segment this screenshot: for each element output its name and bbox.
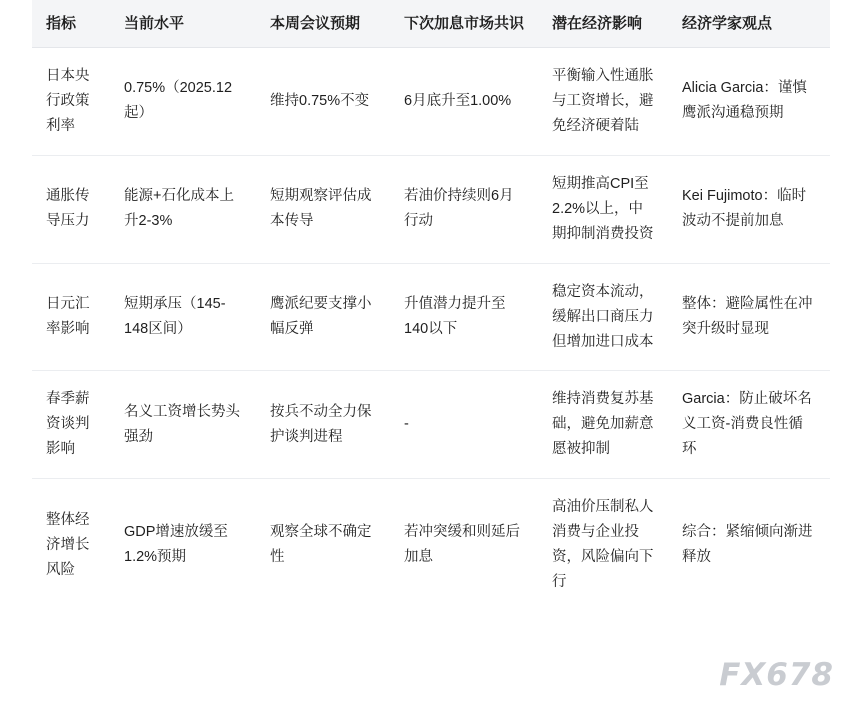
cell-metric: 日元汇率影响 bbox=[32, 263, 110, 371]
cell-current-level: 短期承压（145-148区间） bbox=[110, 263, 256, 371]
cell-metric: 春季薪资谈判影响 bbox=[32, 371, 110, 479]
column-header-next-hike-consensus: 下次加息市场共识 bbox=[390, 0, 538, 48]
cell-current-level: GDP增速放缓至1.2%预期 bbox=[124, 524, 228, 566]
table-row bbox=[32, 371, 830, 479]
cell-metric: 整体经济增长风险 bbox=[46, 511, 90, 578]
cell-economist-view: Alicia Garcia：谨慎鹰派沟通稳预期 bbox=[668, 48, 830, 156]
cell-current-level: 0.75%（2025.12起） bbox=[110, 48, 256, 156]
cell-next-hike-consensus: 6月底升至1.00% bbox=[390, 48, 538, 156]
cell-meeting-expectation: 按兵不动全力保护谈判进程 bbox=[256, 371, 390, 479]
column-header-economist-view: 经济学家观点 bbox=[668, 0, 830, 48]
cell-metric: 日本央行政策利率 bbox=[32, 48, 110, 156]
cell-meeting-expectation: 维持0.75%不变 bbox=[256, 48, 390, 156]
cell-next-hike-consensus: - bbox=[390, 371, 538, 479]
column-header-meeting-expectation: 本周会议预期 bbox=[256, 0, 390, 48]
cell-meeting-expectation: 观察全球不确定性 bbox=[270, 524, 372, 566]
cell-economist-view: 整体：避险属性在冲突升级时显现 bbox=[668, 263, 830, 371]
table-row bbox=[32, 263, 830, 371]
table-body bbox=[32, 48, 830, 612]
cell-next-hike-consensus: 升值潜力提升至140以下 bbox=[390, 263, 538, 371]
cell-current-level: 名义工资增长势头强劲 bbox=[110, 371, 256, 479]
cell-next-hike-consensus: 若油价持续则6月行动 bbox=[390, 155, 538, 263]
cell-economist-view: Kei Fujimoto：临时波动不提前加息 bbox=[668, 155, 830, 263]
cell-meeting-expectation: 短期观察评估成本传导 bbox=[256, 155, 390, 263]
policy-table bbox=[32, 0, 830, 611]
table-row bbox=[32, 155, 830, 263]
cell-metric: 通胀传导压力 bbox=[32, 155, 110, 263]
cell-economic-impact: 高油价压制私人消费与企业投资，风险偏向下行 bbox=[552, 499, 654, 591]
table-header-row bbox=[32, 0, 830, 48]
policy-table-container bbox=[32, 0, 830, 611]
cell-meeting-expectation: 鹰派纪要支撑小幅反弹 bbox=[256, 263, 390, 371]
cell-economic-impact: 平衡输入性通胀与工资增长，避免经济硬着陆 bbox=[538, 48, 668, 156]
cell-economic-impact: 维持消费复苏基础，避免加薪意愿被抑制 bbox=[538, 371, 668, 479]
cell-economic-impact: 稳定资本流动，缓解出口商压力但增加进口成本 bbox=[538, 263, 668, 371]
table-row bbox=[32, 48, 830, 156]
table-header bbox=[32, 0, 830, 48]
cell-economist-view: Garcia：防止破坏名义工资-消费良性循环 bbox=[668, 371, 830, 479]
table-row bbox=[32, 479, 830, 611]
cell-economist-view: 综合：紧缩倾向渐进释放 bbox=[682, 524, 813, 566]
column-header-economic-impact: 潜在经济影响 bbox=[538, 0, 668, 48]
cell-next-hike-consensus: 若冲突缓和则延后加息 bbox=[404, 524, 520, 566]
column-header-current-level: 当前水平 bbox=[110, 0, 256, 48]
watermark-logo: FX678 bbox=[719, 657, 834, 693]
cell-economic-impact: 短期推高CPI至2.2%以上，中期抑制消费投资 bbox=[538, 155, 668, 263]
cell-current-level: 能源+石化成本上升2-3% bbox=[110, 155, 256, 263]
column-header-metric: 指标 bbox=[32, 0, 110, 48]
